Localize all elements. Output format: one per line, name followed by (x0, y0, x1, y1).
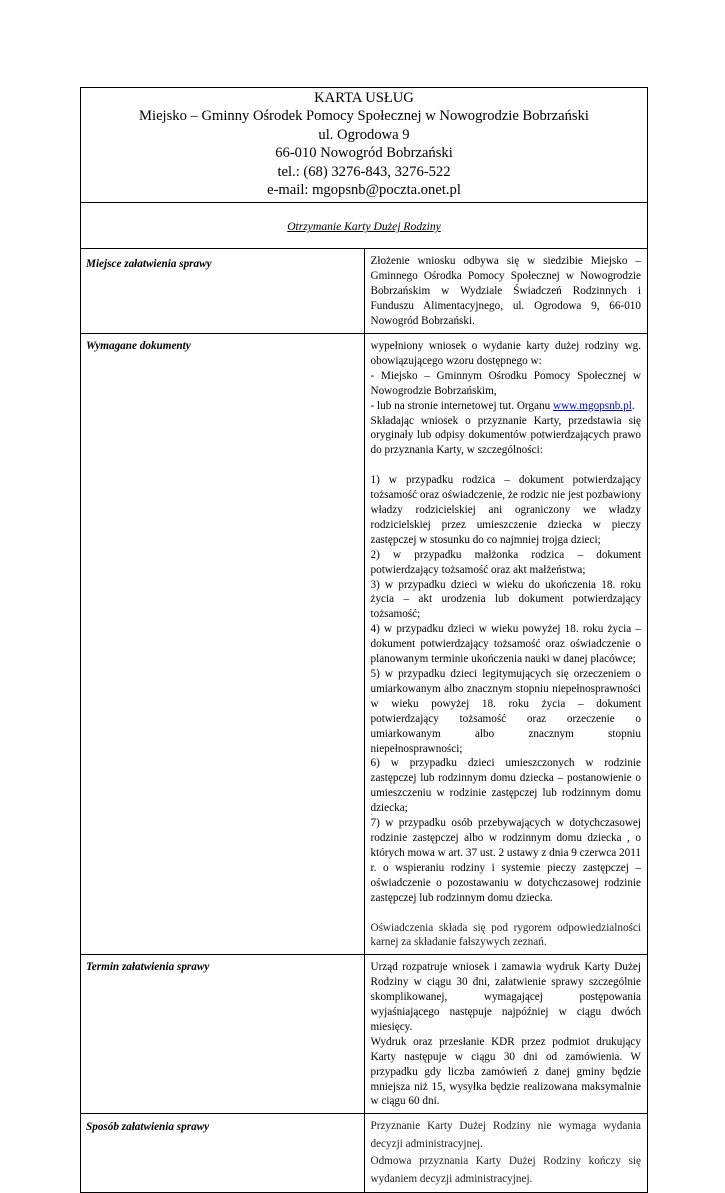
place-label: Miejsce załatwienia sprawy (81, 249, 365, 334)
street-address: ul. Ogrodowa 9 (318, 126, 410, 143)
service-card (80, 87, 648, 1193)
method-text-1: Przyznanie Karty Dużej Rodziny nie wymaga wydania decyzji administracyjnej. (370, 1120, 641, 1150)
documents-attach: Składając wniosek o przyznanie Karty, przedstawia się oryginały lub odpisy dokumentów potwierdzających prawo do przyznania Karty, w szczególności: (370, 414, 641, 457)
documents-item: 5) w przypadku dzieci legitymujących się orzeczeniem o umiarkowanym albo znacznym stopniu niepełnosprawności w wieku powyżej 18. roku życia – dokument potwierdzający tożsamość oraz orzeczenie o umiarkowanym albo znacznym stopniu niepełnosprawności; (370, 668, 641, 755)
city-address: 66-010 Nowogród Bobrzański (275, 145, 453, 162)
documents-item: 3) w przypadku dzieci w wieku do ukończenia 18. roku życia – akt urodzenia lub dokument potwierdzający tożsamość; (370, 578, 641, 621)
documents-item: 1) w przypadku rodzica – dokument potwierdzający tożsamość oraz oświadczenie, że rodzic nie jest pozbawiony władzy rodzicielskiej ani ograniczony we władzy rodzicielskiej przez umieszczenie dziecka w pieczy zastępczej w stosunku do co najmniej trojga dzieci; (370, 474, 641, 546)
service-card-table (80, 87, 648, 1193)
website-link[interactable]: www.mgopsnb.pl (552, 399, 632, 412)
documents-item: 4) w przypadku dzieci w wieku powyżej 18. roku życia – dokument potwierdzający tożsamość oraz oświadczenie o planowanym terminie ukończenia nauki w danej placówce; (370, 623, 641, 666)
documents-item: 2) w przypadku małżonka rodzica – dokument potwierdzający tożsamość oraz akt małżeństwa; (370, 548, 641, 576)
documents-cell (364, 333, 648, 954)
method-label: Sposób załatwienia sprawy (81, 1114, 365, 1193)
deadline-text-1: Urząd rozpatruje wniosek i zamawia wydruk Karty Dużej Rodziny w ciągu 30 dni, załatwienie sprawy szczególnie skomplikowanej, wymagającej postępowania wyjaśniającego następuje najpóźniej w ciągu dwóch miesięcy. (370, 961, 641, 1033)
web-line-prefix: - lub na stronie internetowej tut. Organu (370, 399, 553, 412)
email-address: e-mail: mgopsnb@poczta.onet.pl (267, 182, 461, 199)
documents-item: 6) w przypadku dzieci umieszczonych w rodzinie zastępczej lub rodzinnym domu dziecka – postanowienie o umieszczeniu w rodzinie zastępczej lub rodzinnym domu dziecka; (370, 757, 641, 815)
phone-numbers: tel.: (68) 3276-843, 3276-522 (277, 163, 451, 180)
card-title: KARTA USŁUG (314, 90, 414, 106)
deadline-cell (364, 955, 648, 1114)
documents-intro: wypełniony wniosek o wydanie karty dużej rodziny wg. obowiązującego wzoru dostępnego w: (370, 339, 641, 367)
header-cell (81, 88, 648, 203)
documents-statement: Oświadczenia składa się pod rygorem odpowiedzialności karnej za składanie fałszywych zeznań. (370, 921, 641, 949)
place-text: Złożenie wniosku odbywa się w siedzibie Miejsko – Gminnego Ośrodka Pomocy Społecznej w Nowogrodzie Bobrzańskim w Wydziale Świadczeń Rodzinnych i Funduszu Alimentacyjnego, ul. Ogrodowa 9, 66-010 Nowogród Bobrzański. (364, 249, 648, 334)
documents-label: Wymagane dokumenty (81, 333, 365, 954)
subject-cell (81, 203, 648, 249)
method-text-2: Odmowa przyznania Karty Dużej Rodziny kończy się wydaniem decyzji administracyjnej. (370, 1155, 641, 1185)
deadline-label: Termin załatwienia sprawy (81, 955, 365, 1114)
subject-title: Otrzymanie Karty Dużej Rodziny (287, 220, 441, 234)
documents-office-line: - Miejsko – Gminnym Ośrodku Pomocy Społecznej w Nowogrodzie Bobrzańskim, (370, 369, 641, 397)
deadline-text-2: Wydruk oraz przesłanie KDR przez podmiot drukujący Karty następuje w ciągu 30 dni od zamówienia. W przypadku gdy liczba zamówień z danej gminy będzie mniejsza niż 15, wysyłka będzie realizowana maksymalnie w ciągu 60 dni. (370, 1035, 641, 1108)
method-cell (364, 1114, 648, 1193)
institution-name: Miejsko – Gminny Ośrodek Pomocy Społecznej w Nowogrodzie Bobrzański (139, 108, 589, 125)
documents-item: 7) w przypadku osób przebywających w dotychczasowej rodzinie zastępczej albo w rodzinnym domu dziecka , o których mowa w art. 37 ust. 2 ustawy z dnia 9 czerwca 2011 r. o wspieraniu rodziny i systemie pieczy zastępczej –oświadczenie o pozostawaniu w dotychczasowej rodzinie zastępczej lub rodzinnym domu dziecka. (370, 817, 641, 904)
documents-web-line (371, 399, 642, 414)
web-line-suffix: . (631, 399, 635, 412)
